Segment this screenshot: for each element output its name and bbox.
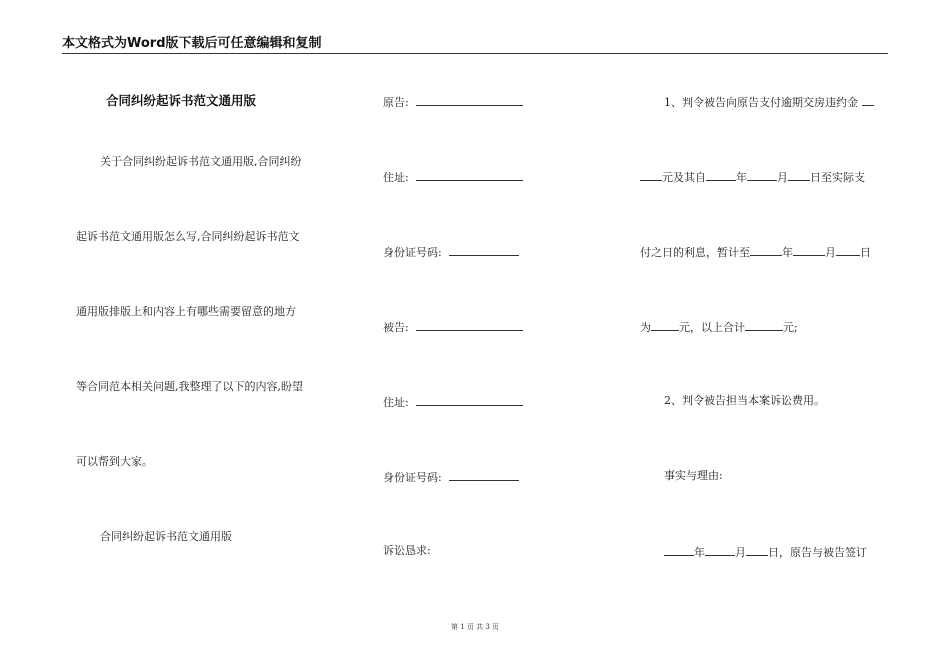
penalty-blank bbox=[862, 94, 874, 106]
plaintiff-id-label: 身份证号码: bbox=[383, 246, 442, 259]
intro-line-3: 通用版排版上和内容上有哪些需要留意的地方 bbox=[76, 305, 296, 318]
intro-line-5: 可以帮到大家。 bbox=[76, 455, 153, 468]
claim-1-l2-month: 月 bbox=[777, 171, 788, 184]
intro-line-2: 起诉书范文通用版怎么写,合同纠纷起诉书范文 bbox=[76, 230, 300, 243]
plaintiff-id-blank bbox=[449, 244, 519, 256]
claim-1-l3-day: 日 bbox=[860, 246, 871, 259]
claim-1-line bbox=[664, 94, 874, 110]
plaintiff-blank bbox=[416, 94, 523, 106]
month-blank-3 bbox=[705, 544, 735, 556]
plaintiff-label: 原告: bbox=[383, 96, 409, 109]
claim-2-text: 2、判令被告担当本案诉讼费用。 bbox=[664, 394, 825, 407]
doc-title: 合同纠纷起诉书范文通用版 bbox=[106, 93, 257, 108]
header-divider bbox=[62, 53, 888, 54]
claim-1-l3-month: 月 bbox=[825, 246, 836, 259]
claim-1-line-4 bbox=[640, 319, 798, 335]
defendant-address-blank bbox=[416, 394, 523, 406]
claim-1-l4-text-b: 元，以上合计 bbox=[679, 321, 745, 334]
claim-1-l3-year: 年 bbox=[782, 246, 793, 259]
facts-month: 月 bbox=[735, 546, 746, 559]
day-blank-3 bbox=[746, 544, 768, 556]
claim-1-line-3 bbox=[640, 244, 871, 260]
claim-1-l2-text-a: 元及其自 bbox=[662, 171, 706, 184]
defendant-address-field bbox=[383, 394, 523, 410]
plaintiff-address-blank bbox=[416, 169, 523, 181]
claim-1-l2-year: 年 bbox=[736, 171, 747, 184]
year-blank-1 bbox=[706, 169, 736, 181]
facts-text: 日，原告与被告签订 bbox=[768, 546, 867, 559]
claim-1-line-2 bbox=[640, 169, 865, 185]
defendant-address-label: 住址: bbox=[383, 396, 409, 409]
year-blank-3 bbox=[664, 544, 694, 556]
plaintiff-field bbox=[383, 94, 523, 110]
amount-blank bbox=[640, 169, 662, 181]
claim-1-l4-text-c: 元; bbox=[783, 321, 798, 334]
defendant-id-label: 身份证号码: bbox=[383, 471, 442, 484]
plaintiff-address-field bbox=[383, 169, 523, 185]
header-note: 本文格式为Word版下载后可任意编辑和复制 bbox=[62, 36, 322, 51]
claim-1-l4-text-a: 为 bbox=[640, 321, 651, 334]
plaintiff-id-field bbox=[383, 244, 519, 260]
defendant-id-blank bbox=[449, 469, 519, 481]
plaintiff-address-label: 住址: bbox=[383, 171, 409, 184]
total-blank bbox=[745, 319, 783, 331]
claim-1-l3-text-a: 付之日的利息，暂计至 bbox=[640, 246, 750, 259]
month-blank-1 bbox=[747, 169, 777, 181]
day-blank-1 bbox=[788, 169, 810, 181]
defendant-label: 被告: bbox=[383, 321, 409, 334]
defendant-id-field bbox=[383, 469, 519, 485]
intro-line-4: 等合同范本相关问题,我整理了以下的内容,盼望 bbox=[76, 380, 303, 393]
page-number: 第 1 页 共 3 页 bbox=[450, 623, 500, 631]
year-blank-2 bbox=[750, 244, 782, 256]
intro-line-1: 关于合同纠纷起诉书范文通用版,合同纠纷 bbox=[100, 155, 302, 168]
interest-blank bbox=[651, 319, 679, 331]
defendant-field bbox=[383, 319, 523, 335]
defendant-blank bbox=[416, 319, 523, 331]
claims-label: 诉讼恳求: bbox=[383, 544, 431, 557]
facts-year: 年 bbox=[694, 546, 705, 559]
claim-1-l2-text-d: 日至实际支 bbox=[810, 171, 865, 184]
facts-line-1 bbox=[664, 544, 867, 560]
claim-1-text: 1、判令被告向原告支付逾期交房违约金 bbox=[664, 96, 858, 109]
section-subtitle: 合同纠纷起诉书范文通用版 bbox=[100, 530, 232, 543]
month-blank-2 bbox=[793, 244, 825, 256]
facts-heading: 事实与理由: bbox=[664, 469, 723, 482]
day-blank-2 bbox=[836, 244, 860, 256]
